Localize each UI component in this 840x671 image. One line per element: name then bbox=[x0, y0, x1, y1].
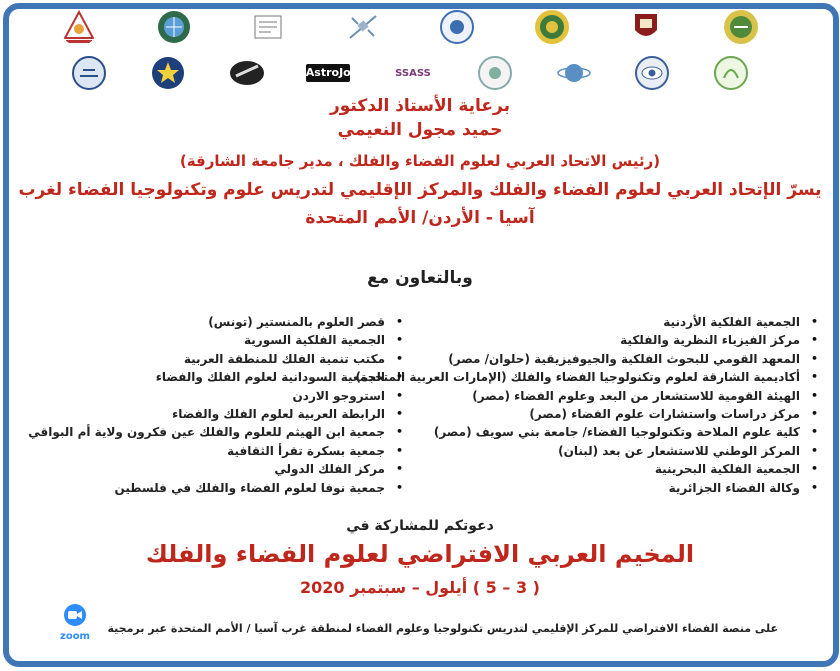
invite-line: دعوتكم للمشاركة في bbox=[346, 518, 494, 534]
list-item: • الجمعية الفلكية السورية bbox=[45, 331, 405, 349]
patron-role: (رئيس الاتحاد العربي لعلوم الفضاء والفلك ، مدير جامعة الشارقة) bbox=[179, 152, 661, 170]
blue-crest-logo bbox=[70, 54, 108, 92]
cooperation-title: وبالتعاون مع bbox=[367, 268, 473, 288]
list-item: • جمعية ابن الهيثم للعلوم والفلك عين فكرون ولاية أم البواقي bbox=[45, 423, 405, 441]
list-item: • مركز دراسات واستشارات علوم الفضاء (مصر) bbox=[440, 405, 820, 423]
list-item: • مركز الفيزياء النظرية والفلكية bbox=[440, 331, 820, 349]
list-item: • الجمعية الفلكية البحرينية bbox=[440, 460, 820, 478]
astrojo-logo: AstroJo bbox=[306, 64, 350, 82]
zoom-label: zoom bbox=[60, 631, 90, 642]
logo-row-top bbox=[60, 2, 760, 52]
list-item: • الرابطة العربية لعلوم الفلك والفضاء bbox=[45, 405, 405, 423]
list-item: • المعهد القومي للبحوث الفلكية والجيوفيزيقية (حلوان/ مصر) bbox=[440, 350, 820, 368]
list-item: • المركز الوطني للاستشعار عن بعد (لبنان) bbox=[440, 442, 820, 460]
partners-left-list bbox=[28, 313, 405, 497]
host-line-2: آسيا - الأردن/ الأمم المتحدة bbox=[305, 208, 535, 228]
planet-logo bbox=[555, 54, 593, 92]
list-item: • الجمعية السودانية لعلوم الفلك والفضاء bbox=[45, 368, 405, 386]
list-item: • جمعية نوفا لعلوم الفضاء والفلك في فلسطين bbox=[45, 479, 405, 497]
jordan-astronomy-logo bbox=[249, 8, 287, 46]
zoom-badge bbox=[53, 603, 97, 643]
list-item: • مركز الفلك الدولي bbox=[45, 460, 405, 478]
zoom-icon bbox=[63, 603, 87, 627]
astronomy-society-logo bbox=[60, 8, 98, 46]
green-seal-logo bbox=[533, 8, 571, 46]
telescope-logo bbox=[228, 54, 266, 92]
green-emblem-logo bbox=[712, 54, 750, 92]
camp-dates: ( 3 – 5 ) أيلول – سبتمبر 2020 bbox=[300, 578, 540, 597]
list-item: • قصر العلوم بالمنستير (تونس) bbox=[45, 313, 405, 331]
list-item: • أكاديمية الشارقة لعلوم وتكنولوجيا الفضاء والفلك (الإمارات العربية المتحدة) bbox=[440, 368, 820, 386]
list-item: • الهيئة القومية للاستشعار من البعد وعلوم الفضاء (مصر) bbox=[440, 387, 820, 405]
globe-seal-logo bbox=[155, 8, 193, 46]
camp-title: المخيم العربي الافتراضي لعلوم الفضاء والفلك bbox=[145, 540, 695, 568]
list-item: • مكتب تنمية الفلك للمنطقة العربية bbox=[45, 350, 405, 368]
patron-name: حميد مجول النعيمي bbox=[337, 120, 503, 140]
partners-right-list bbox=[355, 313, 820, 497]
science-seal-logo bbox=[476, 54, 514, 92]
list-item: • الجمعية الفلكية الأردنية bbox=[440, 313, 820, 331]
platform-line: على منصة الفضاء الافتراضي للمركز الإقليمي لتدريس تكنولوجيا وعلوم الفضاء لمنطقة غرب آسيا / الأمم المتحدة عبر برمجية bbox=[107, 622, 778, 635]
list-item: • وكالة الفضاء الجزائرية bbox=[440, 479, 820, 497]
logo-row-second bbox=[70, 48, 750, 98]
patronage-line: برعاية الأستاذ الدكتور bbox=[329, 96, 511, 116]
yellow-seal-logo bbox=[722, 8, 760, 46]
list-item: • استروجو الاردن bbox=[45, 387, 405, 405]
eye-logo bbox=[633, 54, 671, 92]
university-crest-logo bbox=[627, 8, 665, 46]
star-emblem-logo bbox=[149, 54, 187, 92]
host-line-1: يسرّ الإتحاد العربي لعلوم الفضاء والفلك والمركز الإقليمي لتدريس علوم وتكنولوجيا الفضاء لغرب bbox=[18, 180, 822, 200]
list-item: • كلية علوم الملاحة وتكنولوجيا الفضاء/ جامعة بني سويف (مصر) bbox=[440, 423, 820, 441]
satellite-logo bbox=[344, 8, 382, 46]
list-item: • جمعية بسكرة تقرأ الثقافية bbox=[45, 442, 405, 460]
ssass-logo: SSASS bbox=[395, 67, 431, 79]
blue-seal-logo bbox=[438, 8, 476, 46]
